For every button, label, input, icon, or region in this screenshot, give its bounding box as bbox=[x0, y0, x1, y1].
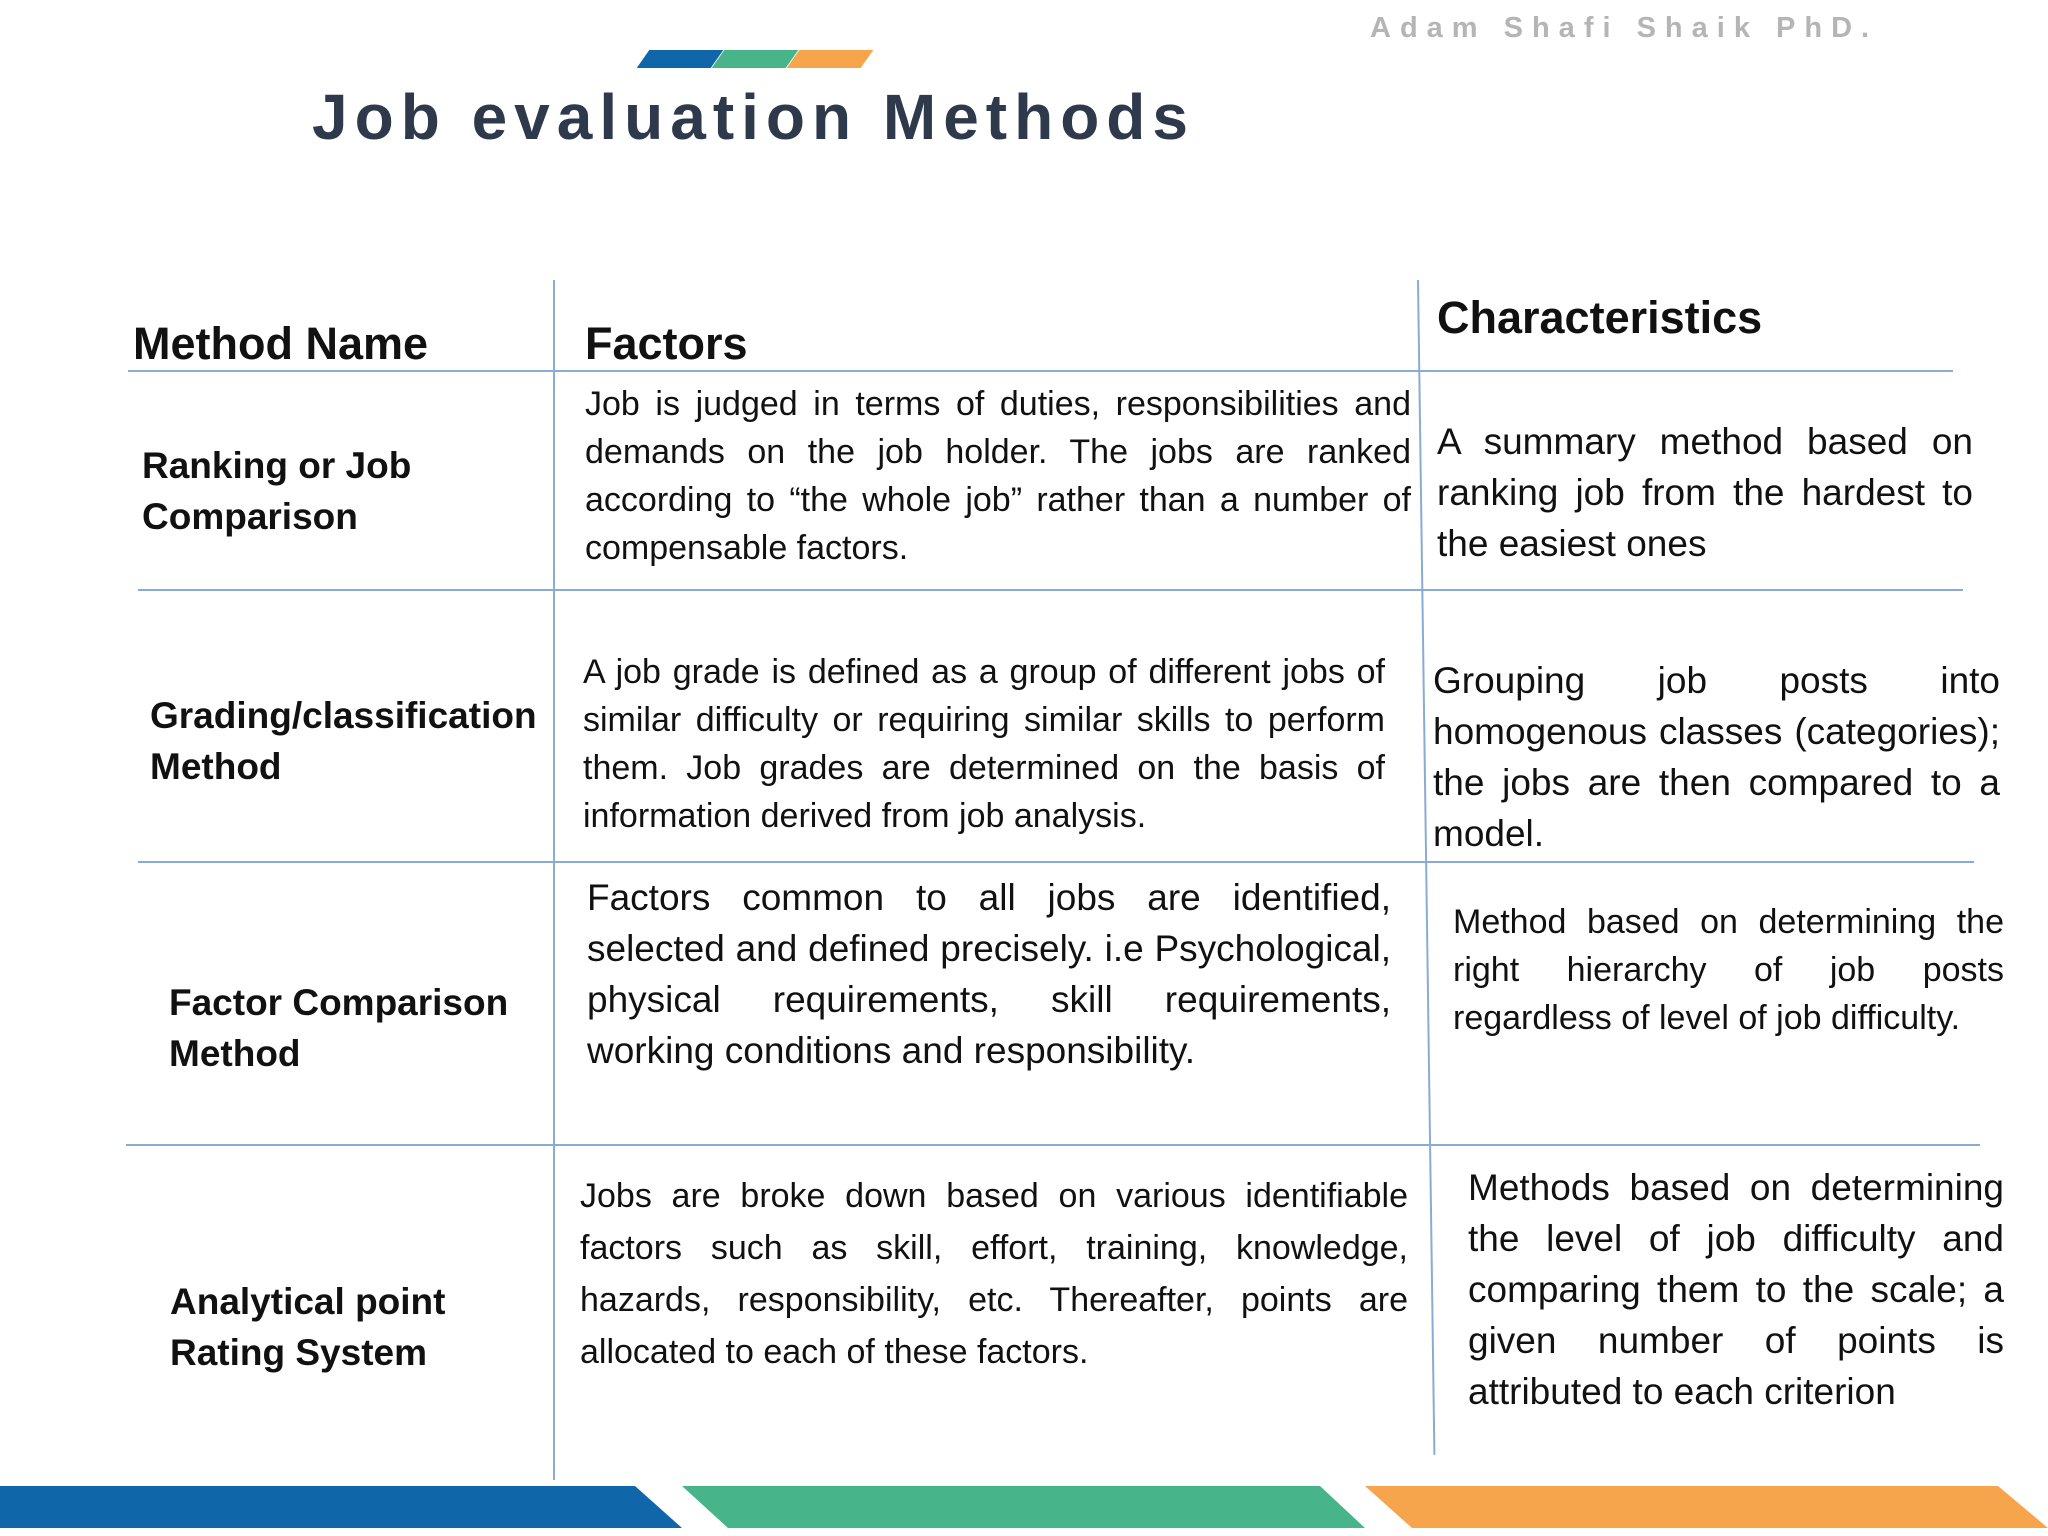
top-accent-orange bbox=[787, 50, 874, 68]
header-method-name: Method Name bbox=[133, 318, 429, 369]
top-accent-blue bbox=[637, 50, 724, 68]
characteristics-grading: Grouping job posts into homogenous classes (categories); the jobs are then compared to a model. bbox=[1433, 660, 2000, 854]
method-name-point-rating: Analytical point Rating System bbox=[170, 1281, 446, 1373]
header-factors: Factors bbox=[585, 318, 748, 369]
method-name-ranking: Ranking or Job Comparison bbox=[142, 445, 412, 537]
column-divider-2 bbox=[1417, 280, 1435, 1455]
bottom-bar-blue bbox=[0, 1486, 682, 1528]
column-divider-1 bbox=[553, 280, 555, 1480]
row-divider-3 bbox=[126, 1144, 1980, 1146]
factors-ranking: Job is judged in terms of duties, responsibilities and demands on the job holder. The jobs are ranked according to “the whole job” rather than a number of compensable factors. bbox=[585, 385, 1411, 567]
author-name: Adam Shafi Shaik PhD. bbox=[1370, 12, 1879, 44]
row-divider-1 bbox=[138, 589, 1963, 591]
characteristics-factor-comparison: Method based on determining the right hierarchy of job posts regardless of level of job difficulty. bbox=[1453, 903, 2004, 1037]
bottom-bar-orange bbox=[1365, 1486, 2048, 1528]
bottom-accent-bars bbox=[0, 1476, 2048, 1536]
characteristics-ranking: A summary method based on ranking job from the hardest to the easiest ones bbox=[1437, 421, 1973, 564]
method-name-factor-comparison: Factor Comparison Method bbox=[169, 982, 509, 1074]
header-characteristics: Characteristics bbox=[1437, 292, 1763, 343]
method-name-grading: Grading/classification Method bbox=[150, 695, 537, 787]
factors-factor-comparison: Factors common to all jobs are identified, selected and defined precisely. i.e Psychological, physical requirements, skill requirements, working conditions and responsibility. bbox=[587, 877, 1391, 1071]
top-accent-green bbox=[712, 50, 799, 68]
characteristics-point-rating: Methods based on determining the level of job difficulty and comparing them to the scale; a given number of points is attributed to each criterion bbox=[1468, 1167, 2004, 1412]
page-title: Job evaluation Methods bbox=[312, 81, 1195, 153]
factors-point-rating: Jobs are broke down based on various identifiable factors such as skill, effort, training, knowledge, hazards, responsibility, etc. Thereafter, points are allocated to each of these factors. bbox=[580, 1177, 1408, 1371]
bottom-bar-green bbox=[682, 1486, 1365, 1528]
factors-grading: A job grade is defined as a group of different jobs of similar difficulty or requiring similar skills to perform them. Job grades are determined on the basis of information derived from job analysis. bbox=[583, 653, 1385, 835]
row-divider-2 bbox=[138, 861, 1974, 863]
header-divider bbox=[128, 370, 1953, 372]
